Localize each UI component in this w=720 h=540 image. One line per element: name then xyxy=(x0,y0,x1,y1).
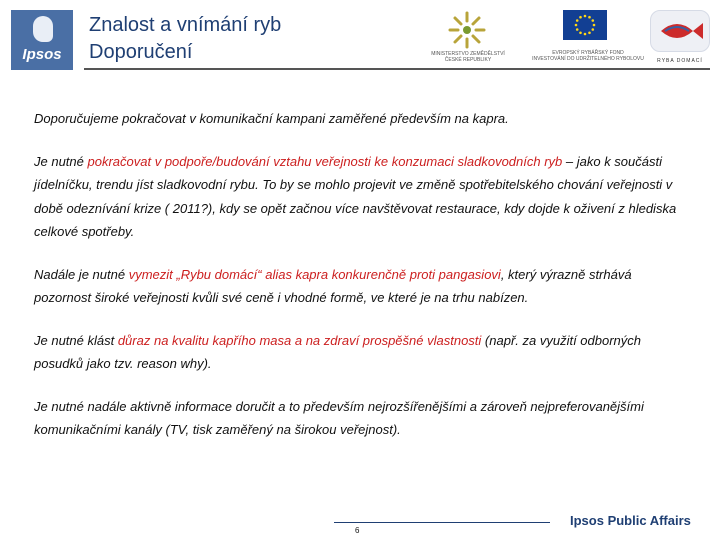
ministry-logo xyxy=(424,10,512,66)
paragraph-2-text-b: – jako k součásti jídelníčku, trendu jíst sladkovodní rybu. To by se mohlo projevit ve změně spotřebitelského chování veřejnosti v době odeznívání krize ( 2011?), kdy se opět začnou více navštěvovat restaurace, kdy dojde k oživení z hlediska celkové spotřeby. xyxy=(34,153,677,239)
paragraph-2-highlight: pokračovat v podpoře/budování vztahu veřejnosti ke konzumaci sladkovodních ryb xyxy=(87,153,563,169)
eu-fund-caption-line-1: EVROPSKÝ RYBÁŘSKÝ FOND xyxy=(552,50,624,56)
paragraph-5-text: Je nutné nadále aktivně informace doručit a to především nejrozšířenějšími a zároveň nejpreferovanějšími komunikačními kanály (TV, tisk zaměřený na širokou veřejnost). xyxy=(34,398,644,437)
paragraph-4-text-a: Je nutné klást xyxy=(34,332,118,348)
eu-fund-caption xyxy=(531,50,645,62)
paragraph-3-text-b: , který výrazně strhává pozornost široké veřejnosti kvůli své ceně i vhodné formě, ve které je na trhu nabízen. xyxy=(34,266,632,305)
page-title xyxy=(89,12,281,66)
ipsos-logo xyxy=(11,10,73,70)
paragraph-3-highlight: vymezit „Rybu domácí“ alias kapra konkurenčně proti pangasiovi xyxy=(128,266,501,282)
ryba-domaci-caption: RYBA DOMACÍ xyxy=(657,58,703,64)
eu-fund-logo xyxy=(531,10,645,66)
profile-head-icon xyxy=(33,16,53,42)
paragraph-3 xyxy=(34,263,690,310)
title-line-2: Doporučení xyxy=(89,41,193,63)
ryba-domaci-logo xyxy=(648,10,712,66)
paragraph-1 xyxy=(34,107,690,131)
footer-brand: Ipsos Public Affairs xyxy=(570,513,691,528)
title-line-1: Znalost a vnímání ryb xyxy=(89,14,282,36)
recommendations-body xyxy=(34,107,690,461)
header-divider xyxy=(84,68,710,70)
paragraph-4-highlight: důraz na kvalitu kapřího masa a na zdraví prospěšné vlastnosti xyxy=(117,332,482,348)
ministry-caption: MINISTERSTVO ZEMĚDĚLSTVÍ ČESKÉ REPUBLIKY xyxy=(431,51,505,63)
fish-icon xyxy=(651,11,709,51)
eu-fund-caption-line-2: INVESTOVÁNÍ DO UDRŽITELNÉHO RYBOLOVU xyxy=(532,56,644,62)
fish-badge xyxy=(650,10,710,52)
paragraph-4 xyxy=(34,329,690,376)
paragraph-2-text-a: Je nutné xyxy=(34,153,88,169)
paragraph-1-text: Doporučujeme pokračovat v komunikační kampani zaměřené především na kapra. xyxy=(34,111,509,126)
paragraph-3-text-a: Nadále je nutné xyxy=(34,266,129,282)
paragraph-5 xyxy=(34,395,690,442)
paragraph-2 xyxy=(34,150,690,244)
footer-divider xyxy=(334,522,550,523)
ministry-emblem-icon xyxy=(442,10,492,50)
page-number: 6 xyxy=(355,526,360,535)
eu-flag-icon xyxy=(563,10,607,40)
ipsos-logo-text: Ipsos xyxy=(22,46,62,63)
paragraph-4-text-b: (např. za využití odborných posudků jako tzv. reason why). xyxy=(34,332,642,371)
